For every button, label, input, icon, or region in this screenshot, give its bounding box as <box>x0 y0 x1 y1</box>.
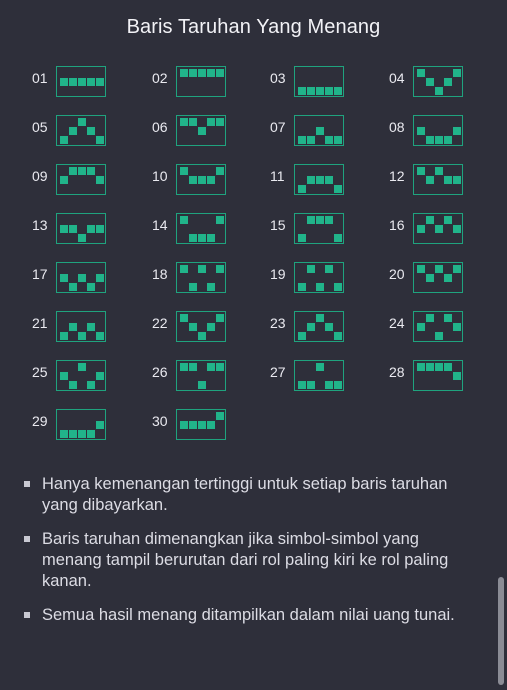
payline-square <box>60 78 68 86</box>
payline-pattern <box>413 262 463 293</box>
payline-item <box>270 311 380 345</box>
payline-pattern <box>176 164 226 195</box>
payline-square <box>435 87 443 95</box>
payline-square <box>69 430 77 438</box>
payline-square <box>69 127 77 135</box>
payline-number: 05 <box>32 119 48 135</box>
payline-square <box>298 234 306 242</box>
payline-square <box>325 136 333 144</box>
payline-square <box>189 421 197 429</box>
payline-square <box>325 265 333 273</box>
payline-square <box>307 176 315 184</box>
payline-square <box>216 167 224 175</box>
scrollbar-thumb[interactable] <box>498 577 504 685</box>
payline-square <box>334 381 342 389</box>
payline-square <box>198 127 206 135</box>
payline-pattern <box>56 262 106 293</box>
payline-number: 19 <box>270 266 286 282</box>
payline-square <box>444 314 452 322</box>
payline-pattern <box>56 409 106 440</box>
payline-square <box>316 176 324 184</box>
payline-square <box>96 176 104 184</box>
page-title: Baris Taruhan Yang Menang <box>126 16 381 38</box>
payline-square <box>180 69 188 77</box>
payline-square <box>207 283 215 291</box>
payline-number: 12 <box>389 168 405 184</box>
payline-square <box>453 69 461 77</box>
payline-square <box>444 136 452 144</box>
payline-number: 10 <box>152 168 168 184</box>
payline-square <box>216 363 224 371</box>
payline-square <box>189 363 197 371</box>
payline-number: 16 <box>389 217 405 233</box>
payline-square <box>426 314 434 322</box>
payline-square <box>207 118 215 126</box>
payline-square <box>69 323 77 331</box>
payline-number: 26 <box>152 364 168 380</box>
payline-pattern <box>294 262 344 293</box>
payline-item <box>32 115 142 149</box>
payline-pattern <box>56 311 106 342</box>
payline-square <box>316 216 324 224</box>
payline-square <box>316 127 324 135</box>
payline-square <box>207 323 215 331</box>
payline-pattern <box>176 262 226 293</box>
payline-square <box>216 314 224 322</box>
payline-number: 04 <box>389 70 405 86</box>
payline-number: 21 <box>32 315 48 331</box>
payline-item <box>270 213 380 247</box>
payline-square <box>207 176 215 184</box>
payline-pattern <box>294 115 344 146</box>
rule-text: Hanya kemenangan tertinggi untuk setiap baris taruhan yang dibayarkan. <box>42 475 448 514</box>
payline-pattern <box>413 164 463 195</box>
payline-square <box>444 78 452 86</box>
payline-square <box>207 363 215 371</box>
payline-number: 29 <box>32 413 48 429</box>
rule-item <box>24 529 474 592</box>
payline-square <box>307 136 315 144</box>
payline-item <box>389 360 499 394</box>
payline-pattern <box>56 360 106 391</box>
payline-square <box>307 381 315 389</box>
payline-square <box>60 430 68 438</box>
payline-square <box>96 274 104 282</box>
payline-pattern <box>294 213 344 244</box>
payline-square <box>87 127 95 135</box>
payline-square <box>298 87 306 95</box>
payline-square <box>78 118 86 126</box>
payline-pattern <box>413 360 463 391</box>
payline-square <box>78 234 86 242</box>
payline-number: 22 <box>152 315 168 331</box>
payline-number: 25 <box>32 364 48 380</box>
payline-square <box>87 323 95 331</box>
payline-square <box>60 372 68 380</box>
payline-square <box>325 323 333 331</box>
payline-square <box>316 87 324 95</box>
payline-pattern <box>413 66 463 97</box>
payline-item <box>152 164 262 198</box>
rule-text: Semua hasil menang ditampilkan dalam nilai uang tunai. <box>42 606 455 624</box>
payline-square <box>216 412 224 420</box>
payline-square <box>78 78 86 86</box>
payline-square <box>334 136 342 144</box>
payline-square <box>69 167 77 175</box>
payline-pattern <box>176 360 226 391</box>
payline-square <box>198 381 206 389</box>
payline-square <box>316 363 324 371</box>
payline-item <box>152 66 262 100</box>
payline-square <box>69 78 77 86</box>
payline-pattern <box>176 311 226 342</box>
payline-item <box>32 409 142 443</box>
payline-pattern <box>56 164 106 195</box>
payline-item <box>32 311 142 345</box>
payline-square <box>96 225 104 233</box>
rules-list <box>24 474 474 639</box>
payline-square <box>325 176 333 184</box>
payline-square <box>307 87 315 95</box>
payline-number: 11 <box>270 168 285 184</box>
payline-square <box>207 69 215 77</box>
payline-square <box>189 69 197 77</box>
payline-number: 15 <box>270 217 286 233</box>
payline-pattern <box>413 311 463 342</box>
payline-item <box>389 262 499 296</box>
payline-pattern <box>176 213 226 244</box>
payline-square <box>216 118 224 126</box>
payline-square <box>69 283 77 291</box>
payline-pattern <box>413 213 463 244</box>
payline-number: 28 <box>389 364 405 380</box>
payline-square <box>426 274 434 282</box>
bullet-icon <box>24 481 30 487</box>
payline-square <box>453 323 461 331</box>
payline-square <box>96 78 104 86</box>
payline-pattern <box>413 115 463 146</box>
payline-square <box>444 363 452 371</box>
payline-item <box>389 164 499 198</box>
bullet-icon <box>24 612 30 618</box>
payline-square <box>435 136 443 144</box>
payline-number: 09 <box>32 168 48 184</box>
payline-pattern <box>176 115 226 146</box>
payline-pattern <box>294 66 344 97</box>
payline-square <box>444 176 452 184</box>
payline-square <box>444 274 452 282</box>
payline-square <box>435 332 443 340</box>
payline-square <box>198 234 206 242</box>
payline-number: 06 <box>152 119 168 135</box>
payline-item <box>152 311 262 345</box>
payline-number: 02 <box>152 70 168 86</box>
payline-square <box>60 136 68 144</box>
payline-pattern <box>176 409 226 440</box>
payline-square <box>298 185 306 193</box>
payline-pattern <box>56 66 106 97</box>
payline-square <box>198 69 206 77</box>
payline-number: 14 <box>152 217 168 233</box>
payline-square <box>325 216 333 224</box>
payline-square <box>298 381 306 389</box>
payline-square <box>189 323 197 331</box>
payline-pattern <box>294 360 344 391</box>
payline-square <box>180 167 188 175</box>
payline-item <box>270 164 380 198</box>
payline-item <box>270 115 380 149</box>
payline-square <box>69 381 77 389</box>
payline-square <box>180 421 188 429</box>
payline-number: 17 <box>32 266 48 282</box>
payline-square <box>216 265 224 273</box>
payline-square <box>180 118 188 126</box>
payline-pattern <box>56 115 106 146</box>
payline-square <box>216 216 224 224</box>
payline-square <box>417 167 425 175</box>
payline-square <box>180 265 188 273</box>
payline-square <box>189 283 197 291</box>
payline-square <box>189 176 197 184</box>
payline-square <box>180 314 188 322</box>
payline-square <box>78 332 86 340</box>
payline-square <box>69 225 77 233</box>
payline-square <box>426 216 434 224</box>
bullet-icon <box>24 536 30 542</box>
payline-item <box>152 409 262 443</box>
payline-square <box>453 372 461 380</box>
payline-square <box>417 323 425 331</box>
payline-square <box>207 421 215 429</box>
payline-square <box>298 332 306 340</box>
payline-square <box>426 78 434 86</box>
payline-square <box>87 225 95 233</box>
payline-square <box>316 283 324 291</box>
payline-square <box>426 176 434 184</box>
payline-square <box>453 127 461 135</box>
payline-square <box>435 265 443 273</box>
payline-square <box>417 127 425 135</box>
payline-number: 23 <box>270 315 286 331</box>
payline-square <box>334 185 342 193</box>
payline-square <box>96 372 104 380</box>
payline-square <box>325 87 333 95</box>
payline-square <box>307 216 315 224</box>
payline-number: 01 <box>32 70 48 86</box>
payline-square <box>189 234 197 242</box>
payline-square <box>189 118 197 126</box>
payline-square <box>180 363 188 371</box>
payline-square <box>198 332 206 340</box>
payline-number: 20 <box>389 266 405 282</box>
payline-square <box>60 225 68 233</box>
payline-square <box>334 87 342 95</box>
payline-square <box>417 225 425 233</box>
payline-pattern <box>176 66 226 97</box>
payline-square <box>298 283 306 291</box>
payline-square <box>96 332 104 340</box>
payline-item <box>270 66 380 100</box>
payline-number: 18 <box>152 266 168 282</box>
payline-number: 07 <box>270 119 286 135</box>
payline-square <box>453 225 461 233</box>
payline-square <box>417 265 425 273</box>
payline-square <box>325 381 333 389</box>
payline-square <box>334 332 342 340</box>
payline-pattern <box>56 213 106 244</box>
payline-number: 03 <box>270 70 286 86</box>
payline-pattern <box>294 164 344 195</box>
payline-pattern <box>294 311 344 342</box>
payline-square <box>307 265 315 273</box>
payline-item <box>389 66 499 100</box>
payline-item <box>270 262 380 296</box>
payline-square <box>87 283 95 291</box>
payline-item <box>32 164 142 198</box>
payline-item <box>152 213 262 247</box>
payline-item <box>270 360 380 394</box>
payline-item <box>389 311 499 345</box>
payline-square <box>444 216 452 224</box>
payline-square <box>60 332 68 340</box>
payline-square <box>207 234 215 242</box>
payline-square <box>180 216 188 224</box>
payline-square <box>426 363 434 371</box>
payline-item <box>152 262 262 296</box>
payline-square <box>316 314 324 322</box>
rule-item <box>24 474 474 516</box>
payline-item <box>389 213 499 247</box>
payline-square <box>216 69 224 77</box>
payline-square <box>87 78 95 86</box>
payline-number: 27 <box>270 364 286 380</box>
payline-square <box>307 323 315 331</box>
payline-square <box>417 363 425 371</box>
rule-item <box>24 605 474 626</box>
payline-square <box>198 265 206 273</box>
payline-item <box>32 213 142 247</box>
payline-square <box>60 274 68 282</box>
payline-square <box>78 274 86 282</box>
payline-square <box>96 136 104 144</box>
payline-item <box>32 66 142 100</box>
payline-item <box>152 360 262 394</box>
payline-square <box>78 430 86 438</box>
payline-item <box>152 115 262 149</box>
payline-square <box>60 176 68 184</box>
payline-square <box>453 176 461 184</box>
payline-square <box>435 225 443 233</box>
payline-square <box>426 136 434 144</box>
payline-square <box>453 265 461 273</box>
payline-square <box>87 167 95 175</box>
payline-number: 24 <box>389 315 405 331</box>
payline-number: 13 <box>32 217 48 233</box>
payline-number: 30 <box>152 413 168 429</box>
payline-square <box>198 176 206 184</box>
payline-square <box>87 381 95 389</box>
payline-square <box>435 167 443 175</box>
payline-square <box>334 283 342 291</box>
payline-square <box>435 363 443 371</box>
payline-square <box>87 430 95 438</box>
payline-square <box>298 136 306 144</box>
payline-square <box>198 421 206 429</box>
payline-item <box>32 262 142 296</box>
payline-square <box>96 421 104 429</box>
payline-square <box>78 167 86 175</box>
payline-square <box>78 363 86 371</box>
payline-square <box>334 234 342 242</box>
payline-square <box>417 69 425 77</box>
payline-number: 08 <box>389 119 405 135</box>
payline-item <box>389 115 499 149</box>
rule-text: Baris taruhan dimenangkan jika simbol-simbol yang menang tampil berurutan dari rol paling kiri ke rol paling kanan. <box>42 530 449 590</box>
payline-item <box>32 360 142 394</box>
